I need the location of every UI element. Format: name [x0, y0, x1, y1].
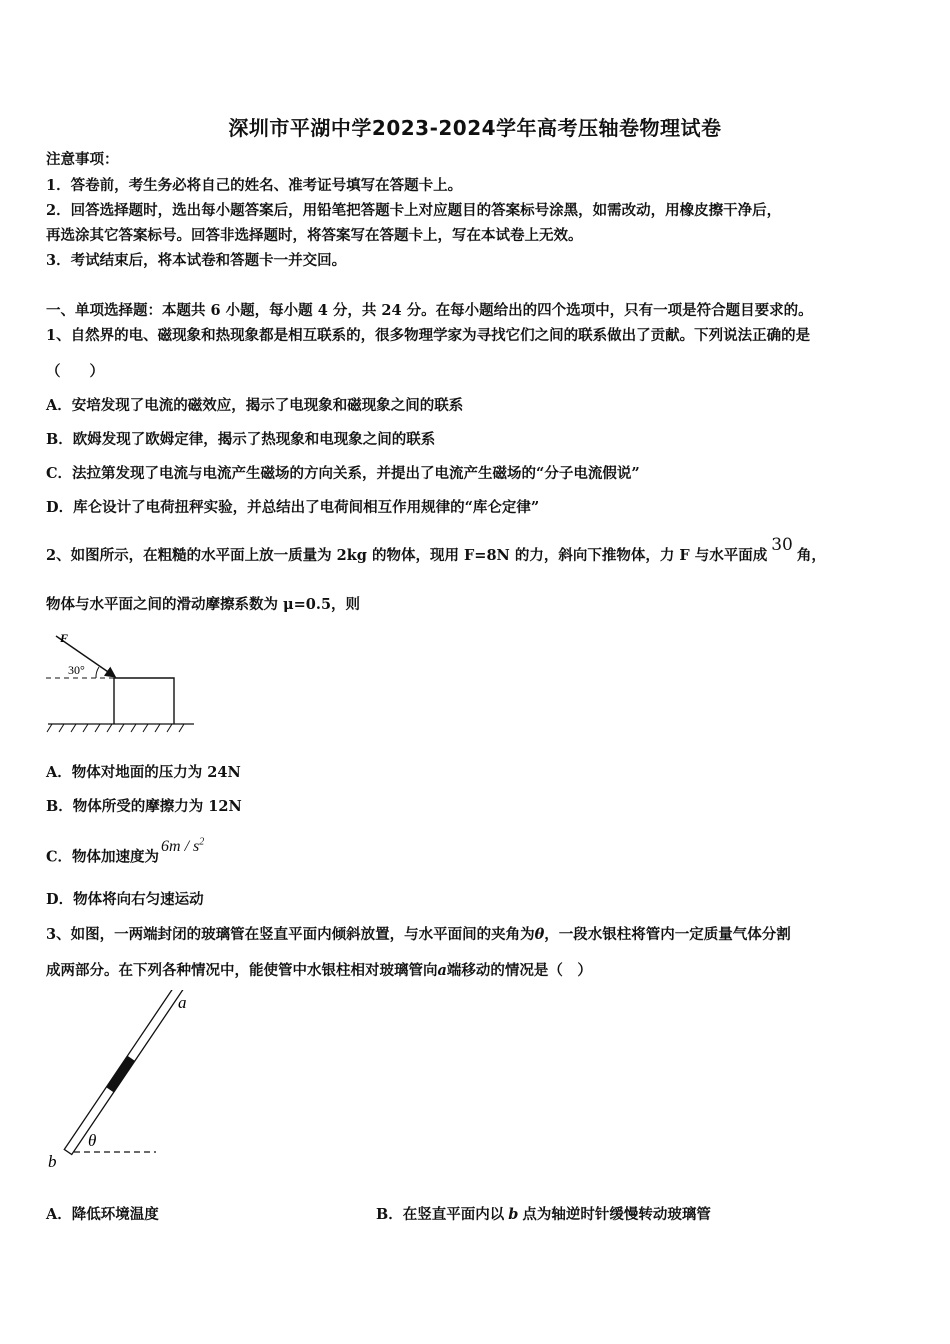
- q2-option-b: B．物体所受的摩擦力为 12N: [46, 798, 242, 815]
- mercury-column: [106, 1056, 135, 1093]
- q2-option-a: A．物体对地面的压力为 24N: [46, 764, 241, 781]
- angle-label: 30°: [68, 663, 85, 677]
- section-header: 一、单项选择题：本题共 6 小题，每小题 4 分，共 24 分。在每小题给出的四个选项中，只有一项是符合题目要求的。: [46, 302, 813, 319]
- notice-item: 3．考试结束后，将本试卷和答题卡一并交回。: [46, 252, 347, 269]
- force-label: F: [60, 631, 69, 645]
- q3-stem2-text: 成两部分。在下列各种情况中，能使管中水银柱相对玻璃管向: [46, 962, 438, 979]
- end-b-label: b: [48, 1152, 57, 1171]
- q3-stem-text2: ，一段水银柱将管内一定质量气体分割: [544, 926, 791, 943]
- q2-stem: [46, 535, 826, 566]
- q3-b-label: b: [508, 1206, 519, 1223]
- glass-tube: [64, 990, 183, 1155]
- q3-option-b-text: B．在竖直平面内以: [376, 1206, 505, 1223]
- q2-figure: [44, 628, 204, 738]
- q2-stem-end: 角，: [796, 547, 826, 564]
- ground-hatch: [47, 724, 184, 732]
- q3-option-b-end: 点为轴逆时针缓慢转动玻璃管: [522, 1206, 711, 1223]
- q2-stem2: 物体与水平面之间的滑动摩擦系数为 μ=0.5，则: [46, 596, 361, 613]
- q1-option-b: B．欧姆发现了欧姆定律，揭示了热现象和电现象之间的联系: [46, 431, 436, 448]
- q3-a-label: a: [437, 962, 447, 979]
- theta-label: θ: [88, 1131, 97, 1150]
- q3-stem2-end: 端移动的情况是（ ）: [446, 962, 592, 979]
- q3-option-b: [376, 1205, 711, 1225]
- q3-option-a: A．降低环境温度: [46, 1206, 159, 1223]
- q2-stem-text: 2、如图所示，在粗糙的水平面上放一质量为 2kg 的物体，现用 F=8N 的力，斜向下推物体，力 F 与水平面成: [46, 547, 768, 564]
- notice-item: 再选涂其它答案标号。回答非选择题时，将答案写在答题卡上，写在本试卷上无效。: [46, 227, 583, 244]
- block: [114, 678, 174, 724]
- end-a-label: a: [178, 993, 187, 1012]
- q2-option-d: D．物体将向右匀速运动: [46, 891, 204, 908]
- notice-heading: 注意事项：: [46, 151, 119, 168]
- q3-stem: [46, 925, 791, 945]
- q2-accel-exp: 2: [199, 837, 205, 848]
- angle-arc: [96, 667, 99, 678]
- q1-option-c: C．法拉第发现了电流与电流产生磁场的方向关系，并提出了电流产生磁场的“分子电流假说”: [46, 465, 640, 482]
- q2-accel-value: 6m / s: [161, 838, 200, 856]
- notice-item: 2．回答选择题时，选出每小题答案后，用铅笔把答题卡上对应题目的答案标号涂黑，如需改动，用橡皮擦干净后，: [46, 202, 782, 219]
- notice-item: 1．答卷前，考生务必将自己的姓名、准考证号填写在答题卡上。: [46, 177, 463, 194]
- page-title: 深圳市平湖中学2023-2024学年高考压轴卷物理试卷: [228, 116, 722, 140]
- q3-stem-text: 3、如图，一两端封闭的玻璃管在竖直平面内倾斜放置，与水平面间的夹角为: [46, 926, 535, 943]
- q2-accel-unit: [161, 838, 204, 855]
- q1-stem: 1、自然界的电、磁现象和热现象都是相互联系的，很多物理学家为寻找它们之间的联系做出了贡献。下列说法正确的是: [46, 327, 811, 344]
- q3-stem2: [46, 961, 592, 981]
- q1-option-d: D．库仑设计了电荷扭秤实验，并总结出了电荷间相互作用规律的“库仑定律”: [46, 499, 540, 516]
- q2-option-c-text: C．物体加速度为: [46, 848, 160, 866]
- q1-option-a: A．安培发现了电流的磁效应，揭示了电现象和磁现象之间的联系: [46, 397, 464, 414]
- q1-blank: （ ）: [46, 363, 104, 380]
- q3-figure: [40, 990, 220, 1175]
- q2-option-c: [46, 837, 205, 867]
- q3-theta: θ: [534, 926, 545, 943]
- q2-angle: 30: [771, 535, 793, 555]
